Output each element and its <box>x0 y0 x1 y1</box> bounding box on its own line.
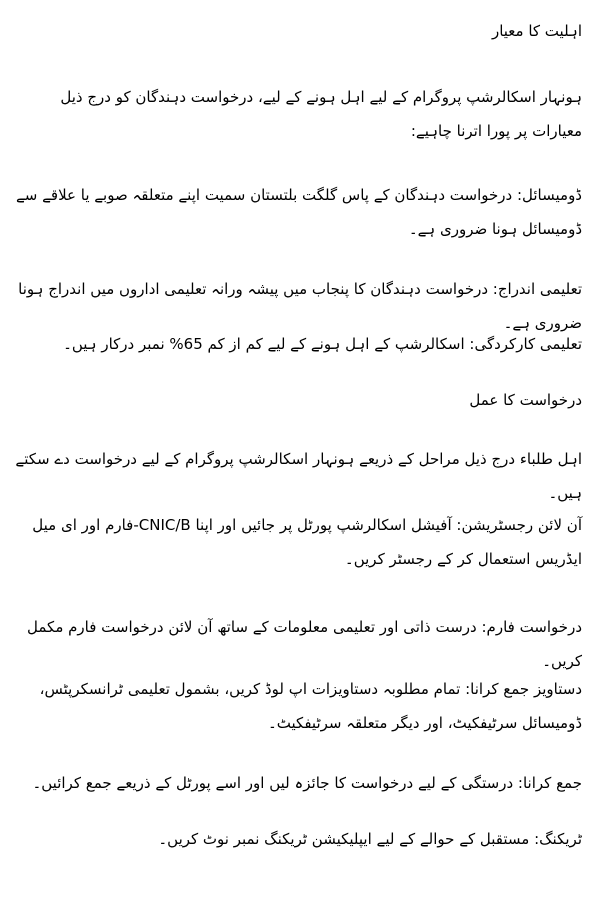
domicile-criterion: ڈومیسائل: درخواست دہندگان کے پاس گلگت بلتستان سمیت اپنے متعلقہ صوبے یا علاقے سے ڈومیسائل ہونا ضروری ہے۔ <box>16 186 582 238</box>
eligibility-heading: اہلیت کا معیار <box>491 22 582 40</box>
process-intro: اہل طلباء درج ذیل مراحل کے ذریعے ہونہار اسکالرشپ پروگرام کے لیے درخواست دے سکتے ہیں۔ <box>15 450 582 502</box>
performance-criterion: تعلیمی کارکردگی: اسکالرشپ کے اہل ہونے کے لیے کم از کم 65% نمبر درکار ہیں۔ <box>63 335 582 353</box>
documents-step: دستاویز جمع کرانا: تمام مطلوبہ دستاویزات اپ لوڈ کریں، بشمول تعلیمی ٹرانسکرپٹس، ڈومیسائل سرٹیفکیٹ، اور دیگر متعلقہ سرٹیفکیٹ۔ <box>39 680 582 732</box>
submission-step: جمع کرانا: درستگی کے لیے درخواست کا جائزہ لیں اور اسے پورٹل کے ذریعے جمع کرائیں۔ <box>32 774 582 792</box>
application-form-step: درخواست فارم: درست ذاتی اور تعلیمی معلومات کے ساتھ آن لائن درخواست فارم مکمل کریں۔ <box>27 618 582 670</box>
process-heading: درخواست کا عمل <box>469 391 582 409</box>
tracking-step: ٹریکنگ: مستقبل کے حوالے کے لیے ایپلیکیشن ٹریکنگ نمبر نوٹ کریں۔ <box>158 830 582 848</box>
online-registration-step: آن لائن رجسٹریشن: آفیشل اسکالرشپ پورٹل پر جائیں اور اپنا CNIC/B-فارم اور ای میل ایڈریس استعمال کر کے رجسٹر کریں۔ <box>32 516 582 568</box>
eligibility-intro: ہونہار اسکالرشپ پروگرام کے لیے اہل ہونے کے لیے، درخواست دہندگان کو درج ذیل معیارات پر پورا اترنا چاہیے: <box>60 88 582 140</box>
enrollment-criterion: تعلیمی اندراج: درخواست دہندگان کا پنجاب میں پیشہ ورانہ تعلیمی اداروں میں اندراج ہونا ضروری ہے۔ <box>18 280 582 332</box>
